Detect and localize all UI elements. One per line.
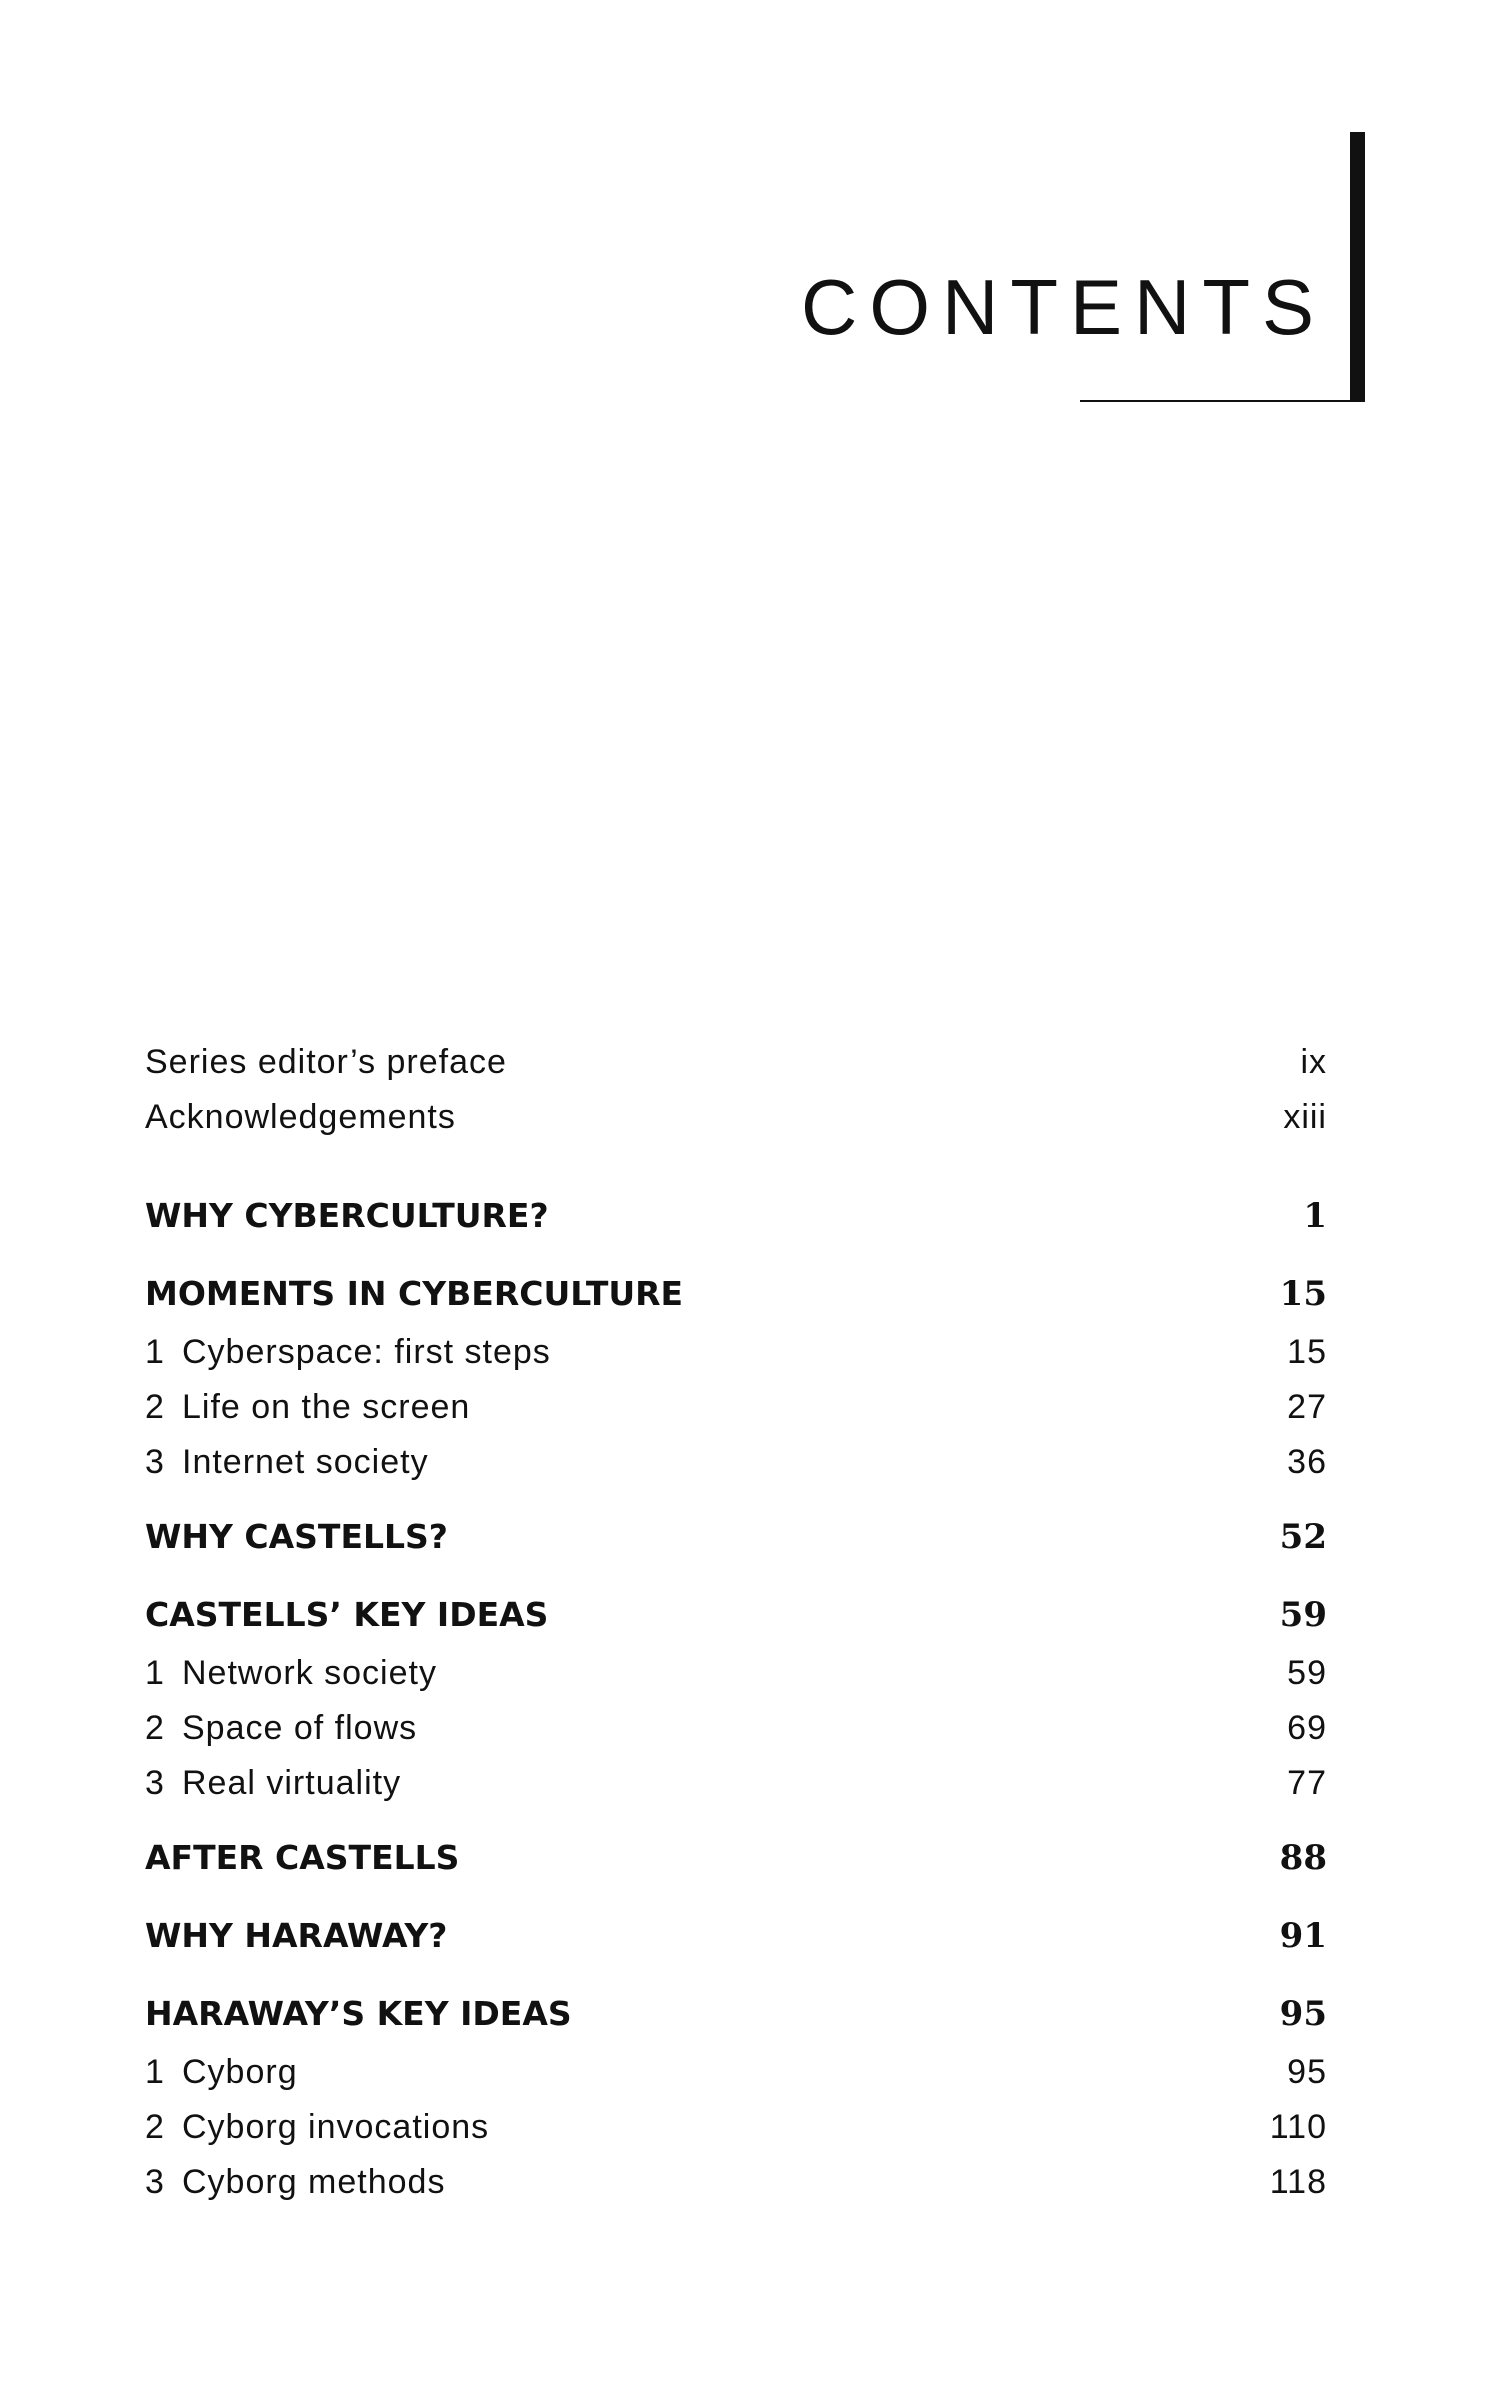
toc-part-page: 95 — [1279, 1994, 1327, 2034]
toc-part-page: 59 — [1279, 1595, 1327, 1635]
header-vertical-bar — [1350, 132, 1365, 402]
toc-chapter-page: 59 — [1287, 1654, 1327, 1692]
toc-chapter-label: Cyborg methods — [182, 2163, 446, 2201]
toc-chapter-label: Space of flows — [182, 1709, 418, 1747]
toc-part-page: 91 — [1279, 1916, 1327, 1956]
toc-part-after-castells — [145, 1827, 1327, 1889]
toc-chapter-number: 1 — [145, 1654, 165, 1692]
toc-chapter-number: 1 — [145, 1333, 165, 1371]
toc-chapter-label: Network society — [182, 1654, 437, 1692]
toc-chapter-number: 2 — [145, 1709, 165, 1747]
toc-part-label: MOMENTS IN CYBERCULTURE — [145, 1274, 684, 1313]
toc-part-moments-in-cyberculture — [145, 1263, 1327, 1325]
toc-chapter-number: 3 — [145, 1443, 165, 1481]
toc-chapter — [145, 1380, 1327, 1435]
table-of-contents — [145, 1035, 1327, 2210]
toc-entry-series-editors-preface — [145, 1035, 1327, 1090]
toc-entry-acknowledgements — [145, 1090, 1327, 1145]
toc-part-why-cyberculture — [145, 1185, 1327, 1247]
toc-part-label: AFTER CASTELLS — [145, 1838, 460, 1877]
toc-part-why-castells — [145, 1506, 1327, 1568]
page-title: CONTENTS — [801, 263, 1326, 351]
toc-chapter — [145, 2155, 1327, 2210]
toc-chapter-page: 77 — [1287, 1764, 1327, 1802]
toc-chapter-page: 36 — [1287, 1443, 1327, 1481]
toc-part-page: 15 — [1279, 1274, 1327, 1314]
toc-chapter-label: Real virtuality — [182, 1764, 402, 1802]
toc-chapter-page: 69 — [1287, 1709, 1327, 1747]
toc-entry-page: xiii — [1283, 1098, 1327, 1136]
toc-chapter — [145, 1325, 1327, 1380]
toc-chapter — [145, 1435, 1327, 1490]
toc-chapter — [145, 1646, 1327, 1701]
toc-part-label: CASTELLS’ KEY IDEAS — [145, 1595, 549, 1634]
toc-chapter-page: 110 — [1269, 2108, 1327, 2146]
toc-part-page: 1 — [1303, 1196, 1327, 1236]
toc-chapter — [145, 1701, 1327, 1756]
toc-entry-label: Acknowledgements — [145, 1098, 456, 1136]
toc-part-label: WHY CASTELLS? — [145, 1517, 448, 1556]
header-horizontal-rule — [1080, 400, 1365, 402]
toc-chapter-page: 118 — [1269, 2163, 1327, 2201]
toc-entry-label: Series editor’s preface — [145, 1043, 507, 1081]
toc-chapter — [145, 1756, 1327, 1811]
toc-chapter-number: 2 — [145, 2108, 165, 2146]
toc-chapter-label: Life on the screen — [182, 1388, 471, 1426]
toc-chapter-label: Cyberspace: first steps — [182, 1333, 551, 1371]
toc-chapter-label: Cyborg invocations — [182, 2108, 490, 2146]
toc-chapter-label: Internet society — [182, 1443, 429, 1481]
toc-chapter — [145, 2045, 1327, 2100]
toc-chapter-number: 3 — [145, 2163, 165, 2201]
toc-part-castells-key-ideas — [145, 1584, 1327, 1646]
toc-part-page: 52 — [1279, 1517, 1327, 1557]
toc-part-page: 88 — [1279, 1838, 1327, 1878]
toc-part-why-haraway — [145, 1905, 1327, 1967]
toc-chapter-page: 27 — [1287, 1388, 1327, 1426]
toc-entry-page: ix — [1300, 1043, 1327, 1081]
toc-part-label: HARAWAY’S KEY IDEAS — [145, 1994, 572, 2033]
toc-chapter-page: 15 — [1287, 1333, 1327, 1371]
toc-chapter-number: 3 — [145, 1764, 165, 1802]
toc-part-label: WHY CYBERCULTURE? — [145, 1196, 549, 1235]
toc-chapter-number: 2 — [145, 1388, 165, 1426]
toc-part-label: WHY HARAWAY? — [145, 1916, 448, 1955]
toc-chapter — [145, 2100, 1327, 2155]
toc-chapter-number: 1 — [145, 2053, 165, 2091]
toc-chapter-label: Cyborg — [182, 2053, 298, 2091]
toc-part-haraways-key-ideas — [145, 1983, 1327, 2045]
toc-chapter-page: 95 — [1287, 2053, 1327, 2091]
